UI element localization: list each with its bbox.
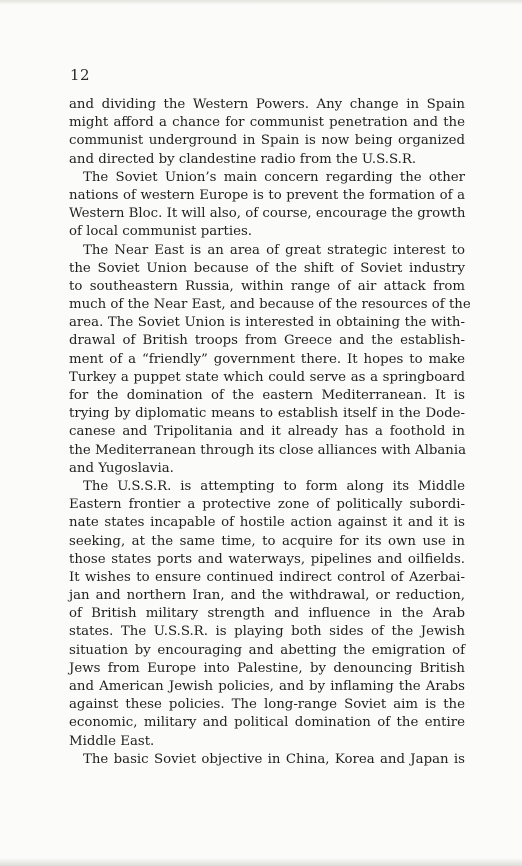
text-line: trying by diplomatic means to establish itself in the Dode- bbox=[69, 406, 465, 422]
text-line: of local communist parties. bbox=[69, 224, 253, 240]
body-text bbox=[69, 96, 471, 769]
text-line: Western Bloc. It will also, of course, encourage the growth bbox=[69, 206, 466, 222]
text-line: ment of a “friendly” government there. It hopes to make bbox=[69, 351, 465, 367]
page-top-edge bbox=[0, 0, 522, 5]
text-line: nate states incapable of hostile action against it and it is bbox=[69, 515, 465, 531]
text-line: area. The Soviet Union is interested in obtaining the with- bbox=[69, 315, 465, 331]
text-line: to southeastern Russia, within range of air attack from bbox=[69, 278, 465, 294]
text-line: The U.S.S.R. is attempting to form along its Middle bbox=[83, 478, 465, 494]
text-line: nations of western Europe is to prevent the formation of a bbox=[69, 187, 465, 203]
text-line: for the domination of the eastern Mediterranean. It is bbox=[69, 388, 465, 403]
page-number: 12 bbox=[70, 66, 91, 84]
text-line: Turkey a puppet state which could serve as a springboard bbox=[69, 369, 465, 385]
text-line: The basic Soviet objective in China, Korea and Japan is bbox=[83, 751, 465, 767]
text-line: Jews from Europe into Palestine, by denouncing British bbox=[69, 660, 465, 676]
text-line: jan and northern Iran, and the withdrawal, or reduction, bbox=[69, 588, 465, 604]
text-line: and dividing the Western Powers. Any change in Spain bbox=[69, 97, 465, 112]
text-line: the Soviet Union because of the shift of Soviet industry bbox=[69, 260, 465, 276]
text-line: and Yugoslavia. bbox=[69, 460, 174, 476]
text-line: It wishes to ensure continued indirect control of Azerbai- bbox=[69, 569, 465, 585]
page-bottom-edge bbox=[0, 858, 522, 866]
text-line: much of the Near East, and because of the resources of the bbox=[69, 297, 471, 313]
text-line: and American Jewish policies, and by inflaming the Arabs bbox=[69, 679, 465, 694]
text-line: communist underground in Spain is now being organized bbox=[69, 133, 465, 149]
text-line: The Soviet Union’s main concern regarding the other bbox=[83, 169, 465, 185]
text-line: against these policies. The long-range Soviet aim is the bbox=[69, 697, 465, 713]
text-line: those states ports and waterways, pipelines and oilfields. bbox=[69, 551, 465, 567]
text-line: Middle East. bbox=[69, 733, 155, 749]
text-line: and directed by clandestine radio from the U.S.S.R. bbox=[69, 151, 417, 167]
text-line: of British military strength and influence in the Arab bbox=[69, 606, 465, 622]
text-line: states. The U.S.S.R. is playing both sides of the Jewish bbox=[69, 624, 465, 640]
text-line: the Mediterranean through its close alliances with Albania bbox=[69, 442, 467, 458]
text-line: economic, military and political domination of the entire bbox=[69, 715, 465, 731]
text-line: The Near East is an area of great strategic interest to bbox=[83, 242, 465, 258]
text-line: might afford a chance for communist penetration and the bbox=[69, 115, 465, 131]
text-line: canese and Tripolitania and it already has a foothold in bbox=[69, 424, 465, 440]
text-line: seeking, at the same time, to acquire for its own use in bbox=[69, 533, 465, 549]
text-line: drawal of British troops from Greece and the establish- bbox=[69, 333, 465, 349]
text-line: situation by encouraging and abetting the emigration of bbox=[69, 642, 465, 658]
text-line: Eastern frontier a protective zone of politically subordi- bbox=[69, 497, 465, 513]
